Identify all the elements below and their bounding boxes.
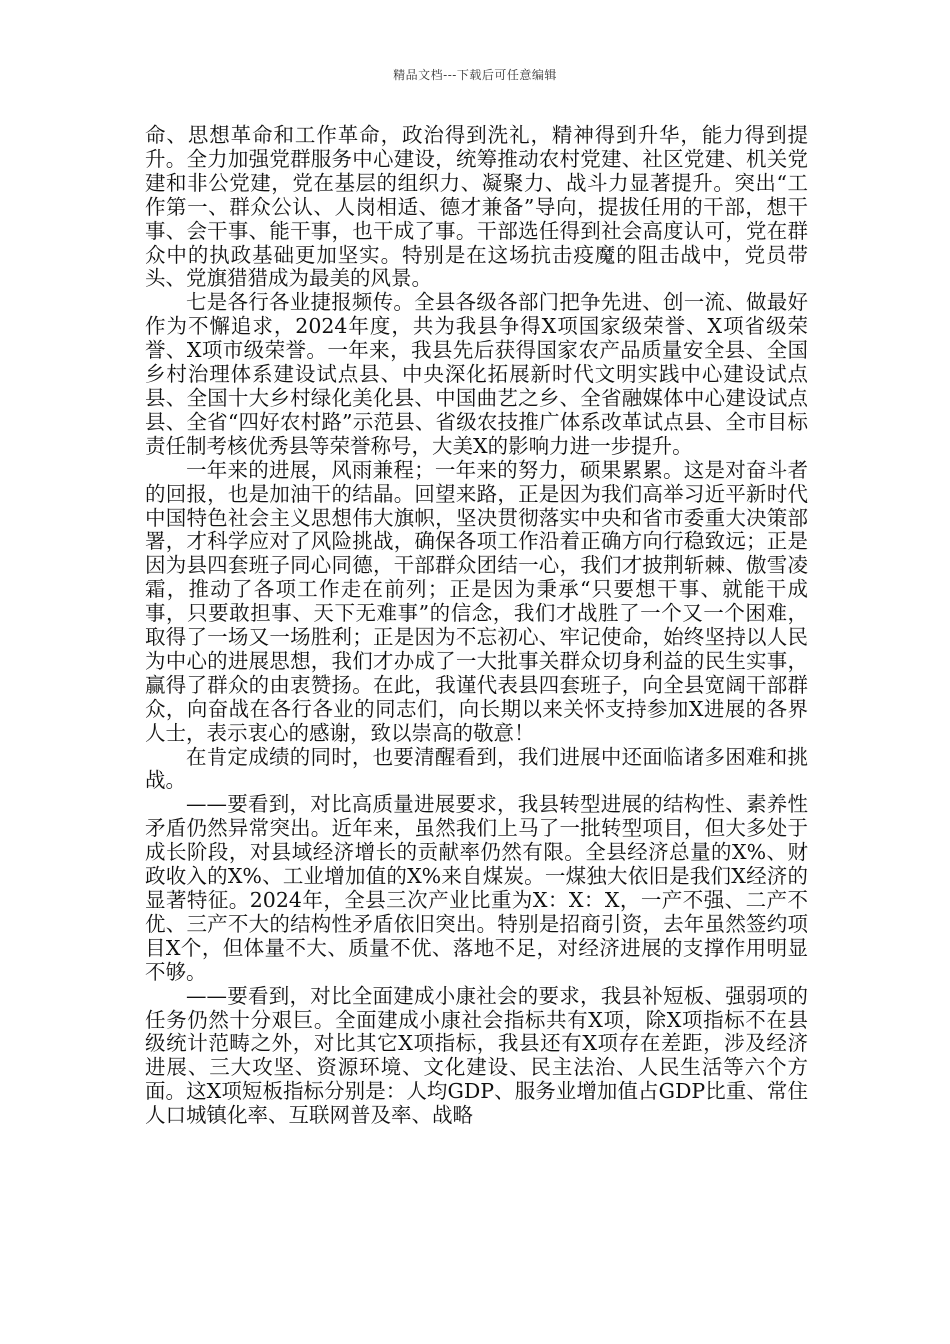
page-header: 精品文档---下载后可任意编辑 [393, 68, 557, 82]
paragraph-5: ——要看到，对比高质量进展要求，我县转型进展的结构性、素养性矛盾仍然异常突出。近年来，虽然我们上马了一批转型项目，但大多处于成长阶段，对县域经济增长的贡献率仍然有限。全县经济总量的X%、财政收入的X%、工业增加值的X%来自煤炭。一煤独大依旧是我们X经济的显著特征。2024年，全县三次产业比重为X：X：X，一产不强、二产不优、三产不大的结构性矛盾依旧突出。特别是招商引资，去年虽然签约项目X个，但体量不大、质量不优、落地不足，对经济进展的支撑作用明显不够。 [145, 792, 808, 984]
document-body [145, 124, 808, 1128]
paragraph-4: 在肯定成绩的同时，也要清醒看到，我们进展中还面临诸多困难和挑战。 [145, 744, 808, 793]
paragraph-2: 七是各行各业捷报频传。全县各级各部门把争先进、创一流、做最好作为不懈追求，2024年度，共为我县争得X项国家级荣誉、X项省级荣誉、X项市级荣誉。一年来，我县先后获得国家农产品质量安全县、全国乡村治理体系建设试点县、中央深化拓展新时代文明实践中心建设试点县、全国十大乡村绿化美化县、中国曲艺之乡、全省融媒体中心建设试点县、全省“四好农村路”示范县、省级农技推广体系改革试点县、全市目标责任制考核优秀县等荣誉称号，大美X的影响力进一步提升。 [145, 290, 808, 458]
paragraph-3: 一年来的进展，风雨兼程；一年来的努力，硕果累累。这是对奋斗者的回报，也是加油干的结晶。回望来路，正是因为我们高举习近平新时代中国特色社会主义思想伟大旗帜，坚决贯彻落实中央和省市委重大决策部署，才科学应对了风险挑战，确保各项工作沿着正确方向行稳致远；正是因为县四套班子同心同德，干部群众团结一心，我们才披荆斩棘、傲雪凌霜，推动了各项工作走在前列；正是因为秉承“只要想干事、就能干成事，只要敢担事、天下无难事”的信念，我们才战胜了一个又一个困难，取得了一场又一场胜利；正是因为不忘初心、牢记使命，始终坚持以人民为中心的进展思想，我们才办成了一大批事关群众切身利益的民生实事，赢得了群众的由衷赞扬。在此，我谨代表县四套班子，向全县宽阔干部群众，向奋战在各行各业的同志们，向长期以来关怀支持参加X进展的各界人士，表示衷心的感谢，致以崇高的敬意！ [145, 457, 808, 745]
paragraph-1: 命、思想革命和工作革命，政治得到洗礼，精神得到升华，能力得到提升。全力加强党群服务中心建设，统筹推动农村党建、社区党建、机关党建和非公党建，党在基层的组织力、凝聚力、战斗力显著提升。突出“工作第一、群众公认、人岗相适、德才兼备”导向，提拔任用的干部，想干事、会干事、能干事，也干成了事。干部选任得到社会高度认可，党在群众中的执政基础更加坚实。特别是在这场抗击疫魔的阻击战中，党员带头、党旗猎猎成为最美的风景。 [145, 123, 808, 291]
paragraph-6: ——要看到，对比全面建成小康社会的要求，我县补短板、强弱项的任务仍然十分艰巨。全面建成小康社会指标共有X项，除X项指标不在县级统计范畴之外，对比其它X项指标，我县还有X项存在差距，涉及经济进展、三大攻坚、资源环境、文化建设、民主法治、人民生活等六个方面。这X项短板指标分别是：人均GDP、服务业增加值占GDP比重、常住人口城镇化率、互联网普及率、战略 [145, 983, 808, 1128]
